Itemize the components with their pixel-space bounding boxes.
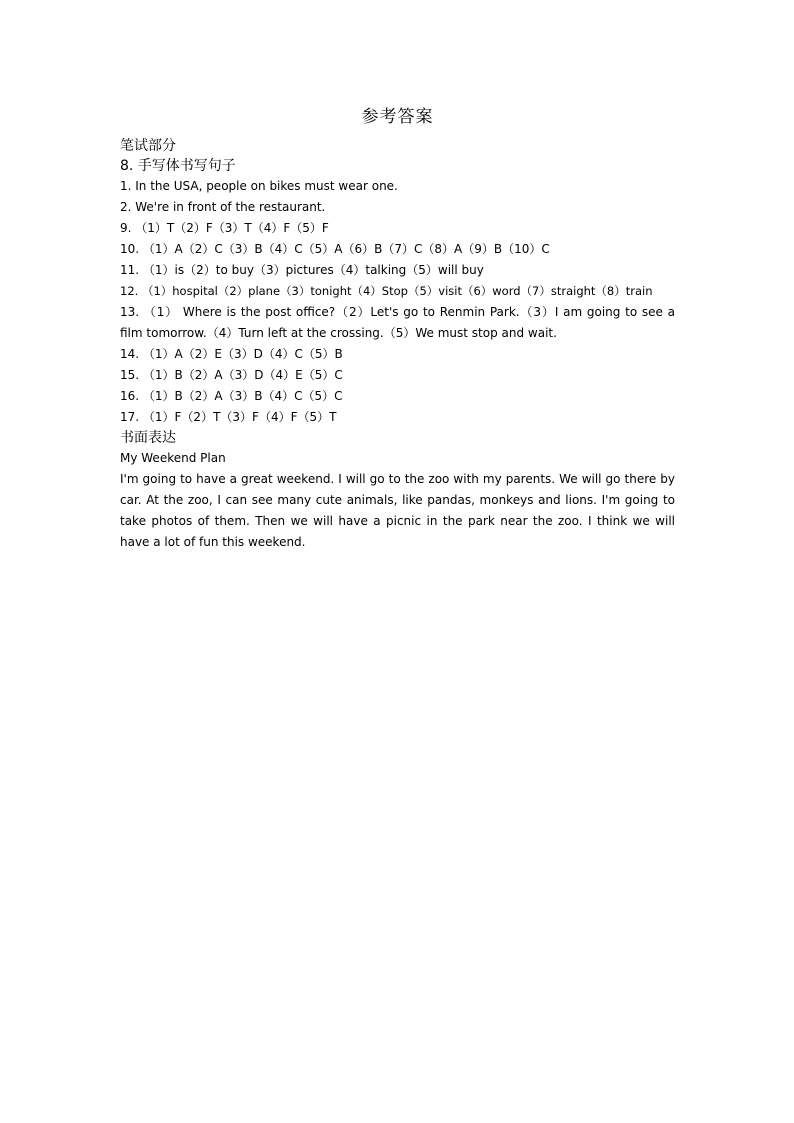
section-heading-written: 笔试部分	[120, 138, 176, 154]
essay-title: My Weekend Plan	[120, 451, 226, 465]
answer-line: 14. （1）A（2）E（3）D（4）C（5）B	[120, 347, 343, 361]
answer-line: 15. （1）B（2）A（3）D（4）E（5）C	[120, 368, 343, 382]
answer-line: 10. （1）A（2）C（3）B（4）C（5）A（6）B（7）C（8）A（9）B（10）C	[120, 242, 550, 256]
section-heading-writing: 书面表达	[120, 430, 176, 446]
answer-document	[120, 104, 675, 553]
question-13-answer: 13. （1） Where is the post office?（2）Let's go to Renmin Park.（3）I am going to see a film tomorrow.（4）Turn left at the crossing.（5）We must stop and wait.	[120, 305, 675, 340]
answer-line: 2. We're in front of the restaurant.	[120, 200, 326, 214]
answer-line: 1. In the USA, people on bikes must wear one.	[120, 179, 398, 193]
essay-body: I'm going to have a great weekend. I will go to the zoo with my parents. We will go there by car. At the zoo, I can see many cute animals, like pandas, monkeys and lions. I'm going to take photos of them. Then we will have a picnic in the park near the zoo. I think we will have a lot of fun this weekend.	[120, 472, 675, 549]
answer-line: 12. （1）hospital（2）plane（3）tonight（4）Stop（5）visit（6）word（7）straight（8）train	[120, 284, 653, 298]
answer-line: 16. （1）B（2）A（3）B（4）C（5）C	[120, 389, 343, 403]
answer-line: 11. （1）is（2）to buy（3）pictures（4）talking（5）will buy	[120, 263, 484, 277]
page-title: 参考答案	[361, 107, 434, 127]
answer-line: 17. （1）F（2）T（3）F（4）F（5）T	[120, 410, 337, 424]
question-8-heading: 8. 手写体书写句子	[120, 158, 236, 174]
answer-line: 9. （1）T（2）F（3）T（4）F（5）F	[120, 221, 329, 235]
